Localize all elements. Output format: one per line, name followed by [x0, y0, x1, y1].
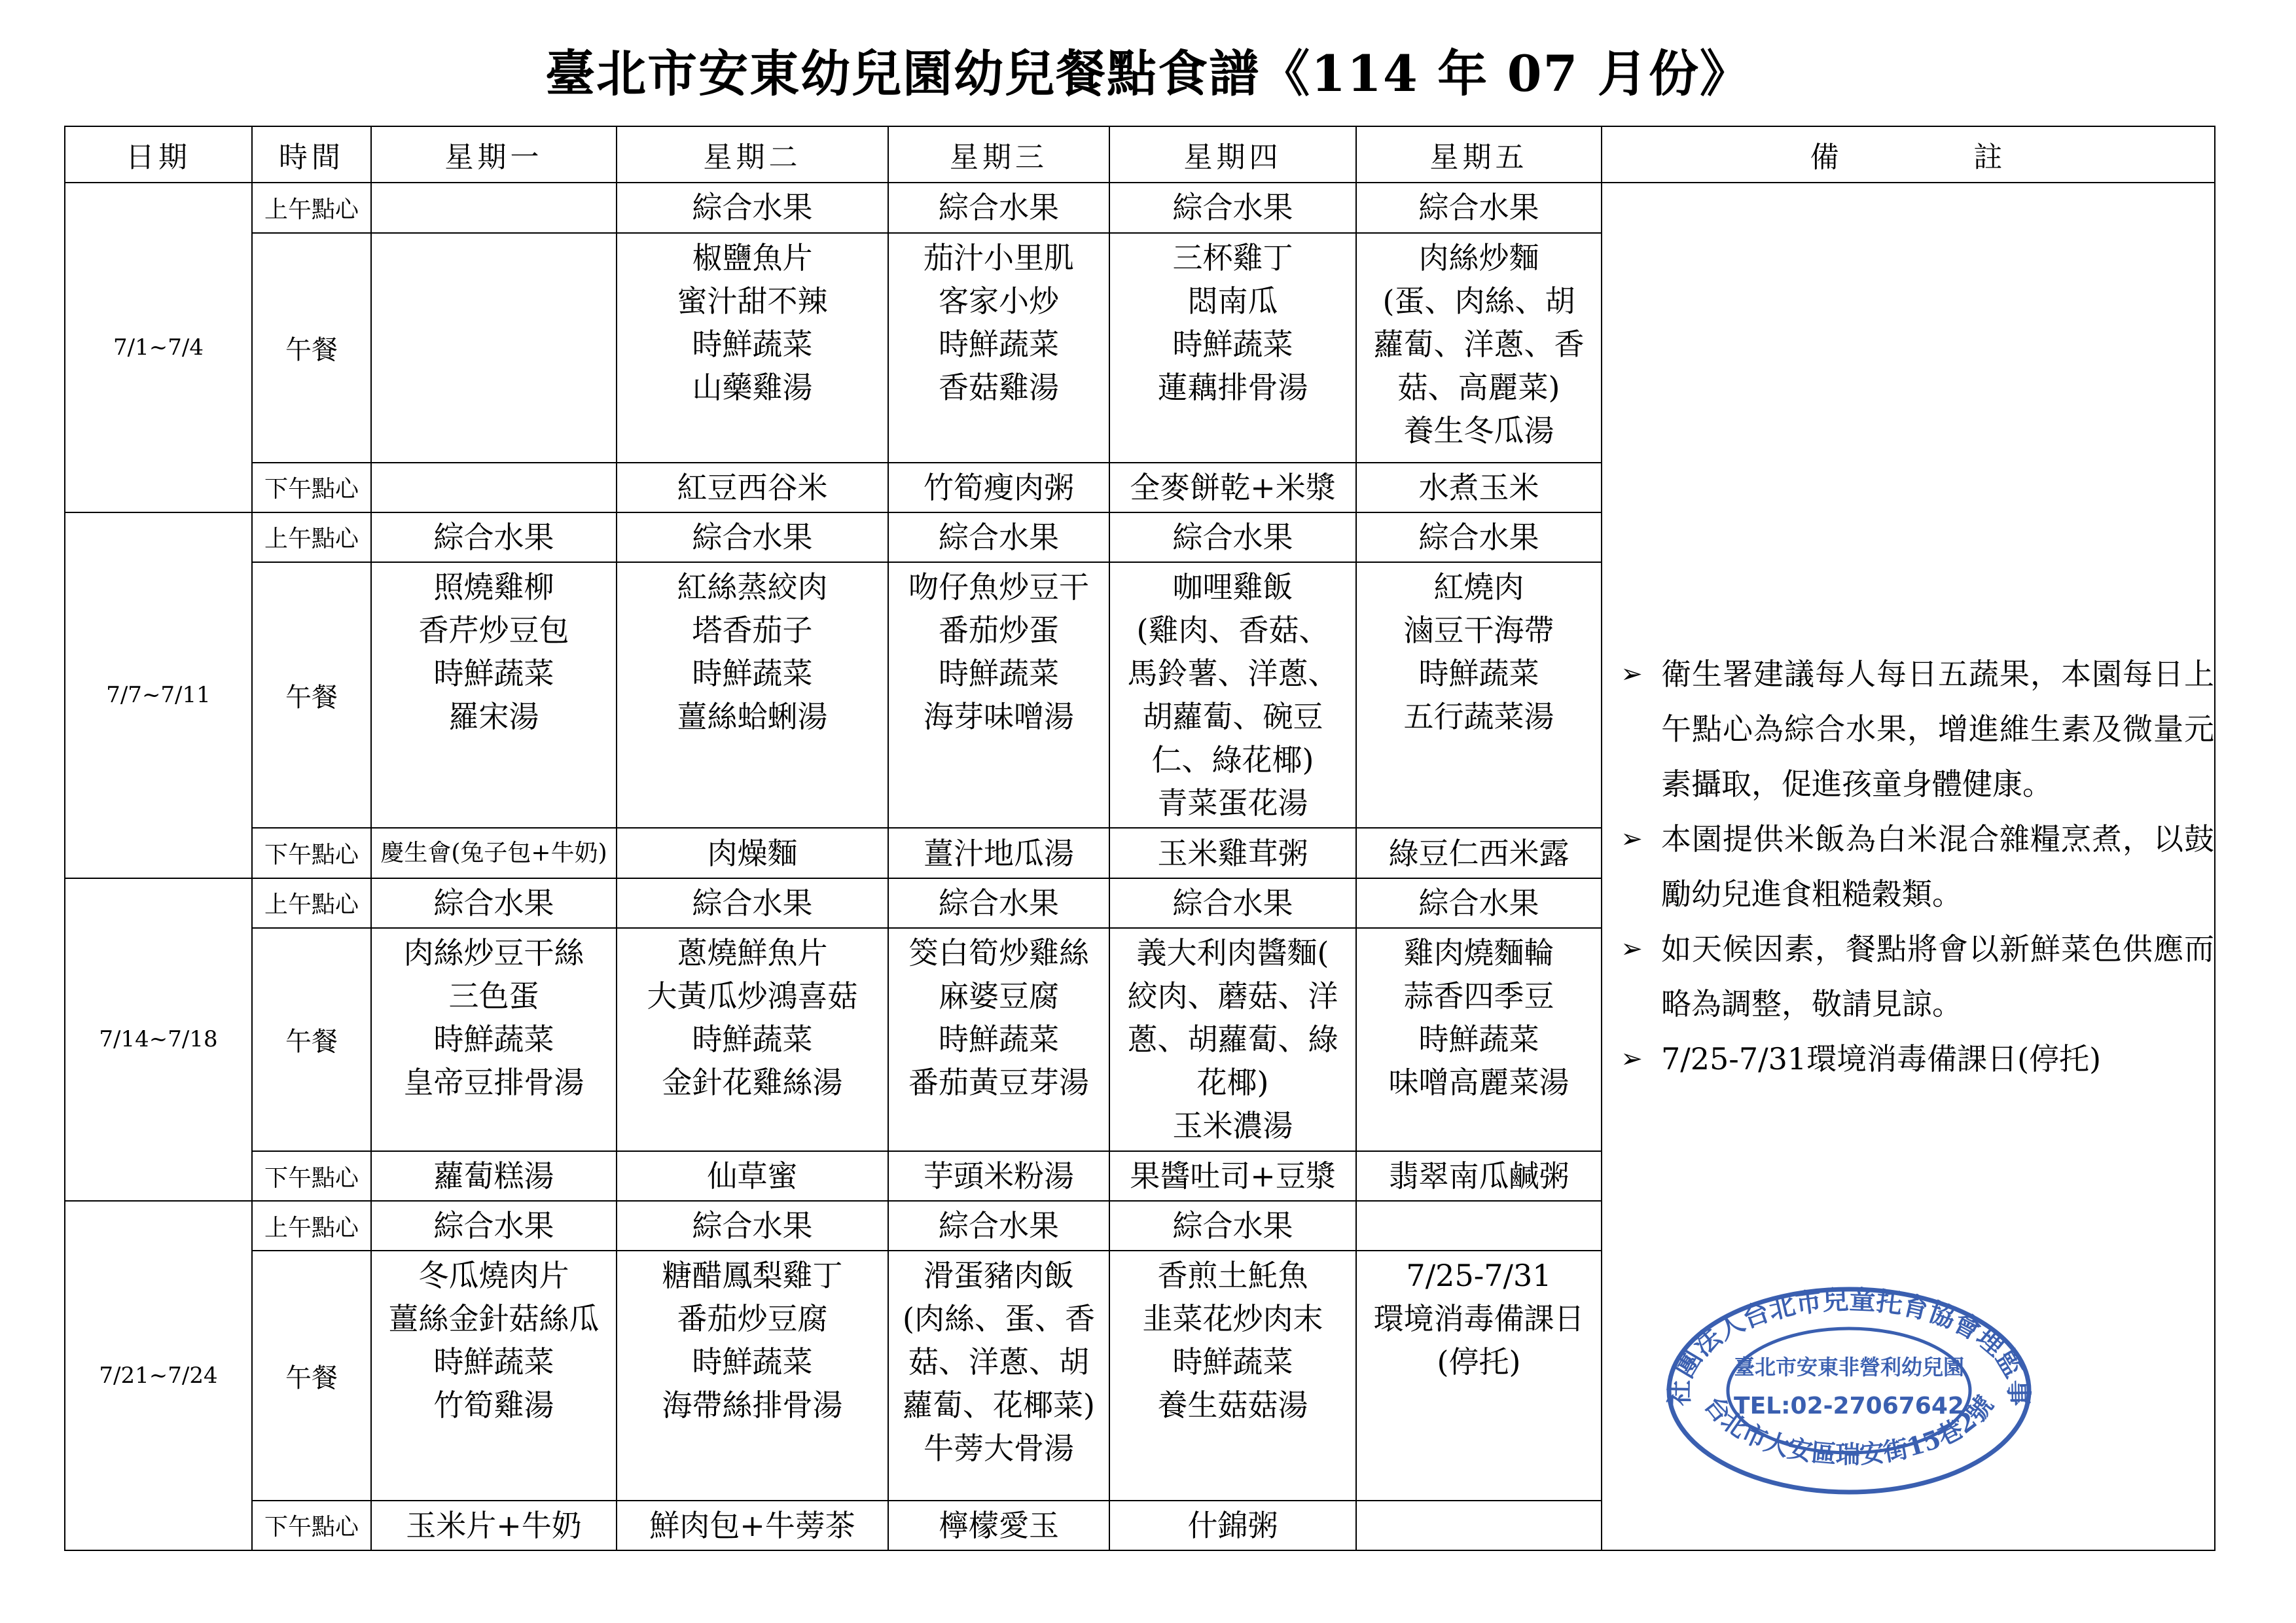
meal-lunch-wednesday	[888, 233, 1109, 463]
menu-item: (蛋、肉絲、胡	[1382, 283, 1575, 319]
header-thursday: 星期四	[1109, 126, 1356, 183]
menu-item: 悶南瓜	[1187, 283, 1278, 319]
meal-lunch-wednesday	[888, 562, 1109, 828]
menu-item: 綜合水果	[1172, 519, 1293, 555]
meal-morning-monday	[371, 878, 617, 928]
menu-item: 塔香茄子	[692, 613, 813, 649]
meal-lunch-tuesday	[617, 562, 888, 828]
meal-afternoon-thursday	[1109, 463, 1356, 512]
menu-item: 三色蛋	[448, 978, 539, 1014]
svg-text:社團法人台北市兒童托育協會理監事	[1664, 1285, 2034, 1406]
menu-item: 綜合水果	[939, 1208, 1059, 1244]
meal-lunch-monday	[371, 233, 617, 463]
meal-afternoon-friday	[1356, 828, 1602, 878]
menu-item: (雞肉、香菇、	[1136, 613, 1329, 649]
week1-morning-row	[65, 183, 2215, 232]
note-text: 本園提供米飯為白米混合雜糧烹煮，以鼓勵幼兒進食粗糙穀類。	[1661, 821, 2214, 912]
meal-afternoon-wednesday	[888, 1151, 1109, 1201]
menu-item: 菇、洋蔥、胡	[908, 1344, 1089, 1380]
meal-lunch-wednesday	[888, 1251, 1109, 1500]
menu-item: 蔥燒鮮魚片	[677, 935, 828, 971]
menu-item: 紅豆西谷米	[677, 469, 828, 505]
menu-item: 茄汁小里肌	[924, 240, 1074, 276]
menu-item: 時鮮蔬菜	[1418, 656, 1539, 692]
slot-label-lunch: 午餐	[252, 1251, 371, 1500]
menu-item: 綜合水果	[692, 190, 813, 226]
week-date: 7/21~7/24	[65, 1201, 252, 1550]
menu-item: 紅絲蒸絞肉	[677, 569, 828, 605]
slot-label-afternoon: 下午點心	[252, 1501, 371, 1550]
menu-item: 味噌高麗菜湯	[1388, 1064, 1570, 1100]
meal-afternoon-monday	[371, 828, 617, 878]
meal-lunch-friday	[1356, 1251, 1602, 1500]
menu-item: 玉米濃湯	[1172, 1107, 1293, 1143]
menu-item: 蘿蔔糕湯	[433, 1158, 554, 1194]
menu-item: 綜合水果	[1418, 519, 1539, 555]
slot-label-afternoon: 下午點心	[252, 463, 371, 512]
menu-item: 綜合水果	[1418, 190, 1539, 226]
header-friday: 星期五	[1356, 126, 1602, 183]
menu-item: 時鮮蔬菜	[433, 1344, 554, 1380]
meal-lunch-tuesday	[617, 233, 888, 463]
note-item	[1602, 812, 2214, 921]
menu-item: 綜合水果	[692, 1208, 813, 1244]
menu-item: 肉絲炒麵	[1418, 240, 1539, 276]
menu-item: 皇帝豆排骨湯	[403, 1064, 584, 1100]
menu-item: 仁、綠花椰)	[1151, 742, 1314, 778]
menu-item: 義大利肉醬麵(	[1136, 935, 1329, 971]
slot-label-morning: 上午點心	[252, 878, 371, 928]
menu-item: 綜合水果	[1172, 1208, 1293, 1244]
arrow-bullet-icon: ➢	[1621, 659, 1643, 690]
menu-item: 時鮮蔬菜	[433, 656, 554, 692]
menu-item: 麻婆豆腐	[939, 978, 1059, 1014]
menu-item: 綜合水果	[1418, 885, 1539, 921]
meal-afternoon-monday	[371, 1501, 617, 1550]
meal-afternoon-tuesday	[617, 828, 888, 878]
menu-item: 竹筍雞湯	[433, 1387, 554, 1423]
menu-item: 時鮮蔬菜	[939, 326, 1059, 362]
menu-item: 環境消毒備課日	[1373, 1301, 1585, 1337]
menu-item: 果醬吐司+豆漿	[1130, 1158, 1336, 1194]
menu-item: 水煮玉米	[1418, 469, 1539, 505]
menu-item: 時鮮蔬菜	[1172, 326, 1293, 362]
menu-item: 胡蘿蔔、碗豆	[1142, 699, 1323, 735]
meal-afternoon-friday	[1356, 463, 1602, 512]
menu-item: 馬鈴薯、洋蔥、	[1127, 656, 1338, 692]
menu-item: 什錦粥	[1187, 1507, 1278, 1543]
meal-morning-thursday	[1109, 1201, 1356, 1251]
menu-item: (肉絲、蛋、香	[903, 1301, 1095, 1337]
meal-morning-tuesday	[617, 1201, 888, 1251]
meal-morning-friday	[1356, 183, 1602, 232]
menu-item: 綜合水果	[939, 190, 1059, 226]
seal-tel: TEL:02-27067642	[1734, 1393, 1964, 1419]
menu-item: 肉燥麵	[707, 835, 798, 871]
meal-lunch-thursday	[1109, 1251, 1356, 1500]
menu-item: 綜合水果	[433, 885, 554, 921]
menu-item: 慶生會(兔子包+牛奶)	[380, 839, 607, 866]
slot-label-lunch: 午餐	[252, 562, 371, 828]
note-item	[1602, 1031, 2214, 1086]
note-text: 衛生署建議每人每日五蔬果，本園每日上午點心為綜合水果，增進維生素及微量元素攝取，促進孩童身體健康。	[1661, 656, 2214, 802]
menu-item: 香菇雞湯	[939, 369, 1059, 405]
header-monday: 星期一	[371, 126, 617, 183]
week-date: 7/7~7/11	[65, 512, 252, 878]
meal-morning-wednesday	[888, 512, 1109, 562]
menu-item: 時鮮蔬菜	[939, 656, 1059, 692]
meal-afternoon-wednesday	[888, 828, 1109, 878]
menu-item: 青菜蛋花湯	[1157, 785, 1308, 821]
menu-item: 蓮藕排骨湯	[1157, 369, 1308, 405]
meal-morning-tuesday	[617, 183, 888, 232]
meal-afternoon-friday	[1356, 1151, 1602, 1201]
menu-item: 時鮮蔬菜	[433, 1021, 554, 1057]
menu-item: 蘿蔔、洋蔥、香	[1373, 326, 1585, 362]
slot-label-morning: 上午點心	[252, 512, 371, 562]
menu-item: 海芽味噌湯	[924, 699, 1074, 735]
menu-item: 絞肉、蘑菇、洋	[1127, 978, 1338, 1014]
menu-item: 養生菇菇湯	[1157, 1387, 1308, 1423]
menu-item: 海帶絲排骨湯	[662, 1387, 843, 1423]
meal-morning-tuesday	[617, 878, 888, 928]
slot-label-morning: 上午點心	[252, 1201, 371, 1251]
menu-item: (停托)	[1437, 1344, 1521, 1380]
menu-item: 冬瓜燒肉片	[418, 1258, 569, 1294]
menu-item: 時鮮蔬菜	[1172, 1344, 1293, 1380]
stamp-seal	[1662, 1283, 2036, 1499]
menu-item: 全麥餅乾+米漿	[1130, 469, 1336, 505]
meal-morning-friday	[1356, 1201, 1602, 1251]
meal-morning-wednesday	[888, 183, 1109, 232]
meal-lunch-monday	[371, 1251, 617, 1500]
menu-item: 照燒雞柳	[433, 569, 554, 605]
arrow-bullet-icon: ➢	[1621, 824, 1643, 855]
menu-item: 牛蒡大骨湯	[924, 1431, 1074, 1467]
week-date: 7/14~7/18	[65, 878, 252, 1202]
meal-lunch-thursday	[1109, 233, 1356, 463]
menu-item: 玉米雞茸粥	[1157, 835, 1308, 871]
header-row	[65, 126, 2215, 183]
menu-item: 客家小炒	[939, 283, 1059, 319]
meal-afternoon-monday	[371, 463, 617, 512]
meal-lunch-monday	[371, 562, 617, 828]
menu-item: 養生冬瓜湯	[1403, 412, 1554, 448]
menu-item: 番茄炒蛋	[939, 613, 1059, 649]
menu-item: 大黃瓜炒鴻喜菇	[647, 978, 858, 1014]
note-item	[1602, 921, 2214, 1031]
menu-item: 雞肉燒麵輪	[1403, 935, 1554, 971]
menu-item: 金針花雞絲湯	[662, 1064, 843, 1100]
menu-item: 檸檬愛玉	[939, 1507, 1059, 1543]
menu-item: 時鮮蔬菜	[692, 326, 813, 362]
menu-item: 韭菜花炒肉末	[1142, 1301, 1323, 1337]
menu-item: 滑蛋豬肉飯	[924, 1258, 1074, 1294]
menu-item: 吻仔魚炒豆干	[908, 569, 1089, 605]
meal-morning-monday	[371, 183, 617, 232]
menu-item: 肉絲炒豆干絲	[403, 935, 584, 971]
meal-afternoon-wednesday	[888, 1501, 1109, 1550]
header-wednesday: 星期三	[888, 126, 1109, 183]
menu-item: 羅宋湯	[448, 699, 539, 735]
meal-lunch-thursday	[1109, 562, 1356, 828]
meal-afternoon-thursday	[1109, 1151, 1356, 1201]
menu-item: 綜合水果	[939, 885, 1059, 921]
meal-afternoon-monday	[371, 1151, 617, 1201]
menu-item: 綠豆仁西米露	[1388, 835, 1570, 871]
menu-item: 椒鹽魚片	[692, 240, 813, 276]
meal-lunch-friday	[1356, 928, 1602, 1151]
meal-morning-wednesday	[888, 1201, 1109, 1251]
menu-item: 綜合水果	[1172, 885, 1293, 921]
meal-afternoon-thursday	[1109, 1501, 1356, 1550]
menu-item: 番茄炒豆腐	[677, 1301, 828, 1337]
menu-item: 時鮮蔬菜	[692, 1021, 813, 1057]
menu-item: 蔥、胡蘿蔔、綠	[1127, 1021, 1338, 1057]
menu-item: 薑汁地瓜湯	[924, 835, 1074, 871]
menu-item: 菇、高麗菜)	[1397, 369, 1560, 405]
meal-lunch-tuesday	[617, 928, 888, 1151]
seal-address: 台北市大安區瑞安街15巷2號	[1698, 1390, 2000, 1469]
meal-morning-tuesday	[617, 512, 888, 562]
header-notes: 備 註	[1602, 126, 2215, 183]
header-tuesday: 星期二	[617, 126, 888, 183]
menu-item: 綜合水果	[692, 519, 813, 555]
header-date: 日期	[65, 126, 252, 183]
meal-morning-friday	[1356, 878, 1602, 928]
meal-morning-thursday	[1109, 512, 1356, 562]
seal-outer-text: 社團法人台北市兒童托育協會理監事	[1664, 1284, 2034, 1406]
slot-label-morning: 上午點心	[252, 183, 371, 232]
menu-item: 竹筍瘦肉粥	[924, 469, 1074, 505]
menu-item: 山藥雞湯	[692, 369, 813, 405]
slot-label-afternoon: 下午點心	[252, 828, 371, 878]
menu-item: 7/25-7/31	[1406, 1258, 1552, 1294]
menu-item: 薑絲蛤蜊湯	[677, 699, 828, 735]
meal-lunch-monday	[371, 928, 617, 1151]
menu-item: 時鮮蔬菜	[692, 656, 813, 692]
note-text: 如天候因素，餐點將會以新鮮菜色供應而略為調整，敬請見諒。	[1661, 931, 2214, 1022]
menu-item: 時鮮蔬菜	[692, 1344, 813, 1380]
menu-item: 咖哩雞飯	[1172, 569, 1293, 605]
meal-afternoon-tuesday	[617, 1151, 888, 1201]
menu-item: 蜜汁甜不辣	[677, 283, 828, 319]
meal-afternoon-wednesday	[888, 463, 1109, 512]
menu-item: 紅燒肉	[1433, 569, 1524, 605]
meal-morning-thursday	[1109, 183, 1356, 232]
meal-lunch-friday	[1356, 562, 1602, 828]
week-date: 7/1~7/4	[65, 183, 252, 512]
slot-label-afternoon: 下午點心	[252, 1151, 371, 1201]
meal-lunch-tuesday	[617, 1251, 888, 1500]
menu-item: 糖醋鳳梨雞丁	[662, 1258, 843, 1294]
menu-item: 時鮮蔬菜	[939, 1021, 1059, 1057]
meal-lunch-wednesday	[888, 928, 1109, 1151]
menu-item: 翡翠南瓜鹹粥	[1388, 1158, 1570, 1194]
menu-item: 花椰)	[1196, 1064, 1269, 1100]
menu-item: 綜合水果	[1172, 190, 1293, 226]
meal-lunch-friday	[1356, 233, 1602, 463]
header-time: 時間	[252, 126, 371, 183]
meal-morning-monday	[371, 1201, 617, 1251]
menu-item: 綜合水果	[433, 519, 554, 555]
menu-item: 薑絲金針菇絲瓜	[388, 1301, 600, 1337]
meal-afternoon-tuesday	[617, 463, 888, 512]
arrow-bullet-icon: ➢	[1621, 1044, 1643, 1075]
page-title: 臺北市安東幼兒園幼兒餐點食譜《114 年 07 月份》	[545, 45, 1751, 103]
menu-item: 綜合水果	[939, 519, 1059, 555]
slot-label-lunch: 午餐	[252, 233, 371, 463]
meal-lunch-thursday	[1109, 928, 1356, 1151]
menu-item: 蒜香四季豆	[1403, 978, 1554, 1014]
menu-item: 芋頭米粉湯	[924, 1158, 1074, 1194]
meal-morning-thursday	[1109, 878, 1356, 928]
menu-item: 番茄黃豆芽湯	[908, 1064, 1089, 1100]
menu-item: 仙草蜜	[707, 1158, 798, 1194]
note-item	[1602, 647, 2214, 812]
menu-item: 香芹炒豆包	[418, 613, 569, 649]
menu-item: 三杯雞丁	[1172, 240, 1293, 276]
menu-item: 玉米片+牛奶	[406, 1507, 582, 1543]
arrow-bullet-icon: ➢	[1621, 934, 1643, 965]
menu-item: 時鮮蔬菜	[1418, 1021, 1539, 1057]
menu-item: 筊白筍炒雞絲	[908, 935, 1089, 971]
note-text: 7/25-7/31環境消毒備課日(停托)	[1661, 1041, 2102, 1077]
menu-item: 滷豆干海帶	[1403, 613, 1554, 649]
meal-morning-monday	[371, 512, 617, 562]
menu-item: 綜合水果	[692, 885, 813, 921]
meal-afternoon-tuesday	[617, 1501, 888, 1550]
menu-item: 五行蔬菜湯	[1403, 699, 1554, 735]
menu-item: 鮮肉包+牛蒡茶	[649, 1507, 855, 1543]
menu-item: 香煎土魠魚	[1157, 1258, 1308, 1294]
seal-name: 臺北市安東非營利幼兒園	[1733, 1355, 1965, 1380]
meal-afternoon-friday	[1356, 1501, 1602, 1550]
meal-morning-friday	[1356, 512, 1602, 562]
slot-label-lunch: 午餐	[252, 928, 371, 1151]
menu-item: 綜合水果	[433, 1208, 554, 1244]
meal-morning-wednesday	[888, 878, 1109, 928]
meal-afternoon-thursday	[1109, 828, 1356, 878]
menu-item: 蘿蔔、花椰菜)	[903, 1387, 1095, 1423]
